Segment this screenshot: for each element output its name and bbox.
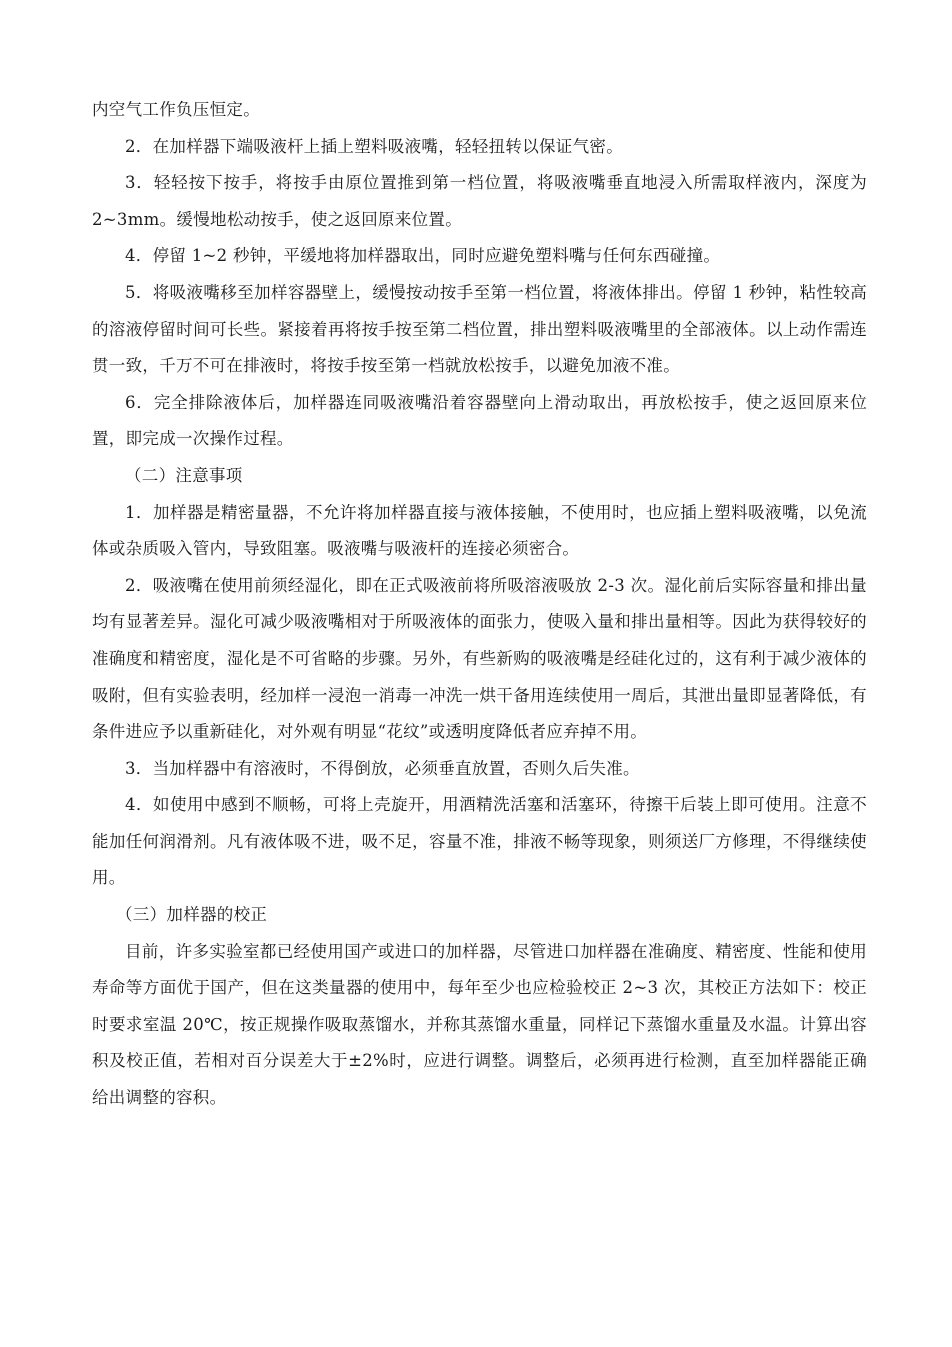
step-6-paragraph: 6．完全排除液体后，加样器连同吸液嘴沿着容器壁向上滑动取出，再放松按手，使之返回原来位置，即完成一次操作过程。 <box>92 392 867 449</box>
calibration-paragraph: 目前，许多实验室都已经使用国产或进口的加样器，尽管进口加样器在准确度、精密度、性能和使用寿命等方面优于国产，但在这类量器的使用中，每年至少也应检验校正 2~3 次，其校正方法如下：校正时要求室温 20℃，按正规操作吸取蒸馏水，并称其蒸馏水重量，同样记下蒸馏水重量及水温。计算出容积及校正值，若相对百分误差大于±2%时，应进行调整。调整后，必须再进行检测，直至加样器能正确给出调整的容积。 <box>92 941 867 1108</box>
precaution-1-paragraph: 1．加样器是精密量器，不允许将加样器直接与液体接触，不使用时，也应插上塑料吸液嘴，以免流体或杂质吸入管内，导致阻塞。吸液嘴与吸液杆的连接必须密合。 <box>92 502 867 559</box>
section-heading-precautions: （二）注意事项 <box>125 465 243 485</box>
precaution-2-paragraph: 2．吸液嘴在使用前须经湿化，即在正式吸液前将所吸溶液吸放 2-3 次。湿化前后实际容量和排出量均有显著差异。湿化可减少吸液嘴相对于所吸液体的面张力，使吸入量和排出量相等。因此为获得较好的准确度和精密度，湿化是不可省略的步骤。另外，有些新购的吸液嘴是经硅化过的，这有利于减少液体的吸附，但有实验表明，经加样一浸泡一消毒一冲洗一烘干备用连续使用一周后，其泄出量即显著降低，有条件进应予以重新硅化，对外观有明显“花纹”或透明度降低者应弃掉不用。 <box>92 575 867 742</box>
precaution-4-paragraph: 4．如使用中感到不顺畅，可将上壳旋开，用酒精洗活塞和活塞环，待擦干后装上即可使用。注意不能加任何润滑剂。凡有液体吸不进，吸不足，容量不准，排液不畅等现象，则须送厂方修理，不得继续使用。 <box>92 795 867 888</box>
step-4-paragraph: 4．停留 1~2 秒钟，平缓地将加样器取出，同时应避免塑料嘴与任何东西碰撞。 <box>125 246 721 266</box>
precaution-3-paragraph: 3．当加样器中有溶液时，不得倒放，必须垂直放置，否则久后失准。 <box>125 758 640 778</box>
step-2-paragraph: 2．在加样器下端吸液杆上插上塑料吸液嘴，轻轻扭转以保证气密。 <box>125 136 623 156</box>
step-3-paragraph: 3．轻轻按下按手，将按手由原位置推到第一档位置，将吸液嘴垂直地浸入所需取样液内，深度为 2~3mm。缓慢地松动按手，使之返回原来位置。 <box>92 173 867 229</box>
paragraph-0: 内空气工作负压恒定。 <box>92 100 260 119</box>
document-body <box>92 92 867 1117</box>
section-heading-calibration: （三）加样器的校正 <box>116 905 268 925</box>
step-5-paragraph: 5．将吸液嘴移至加样容器壁上，缓慢按动按手至第一档位置，将液体排出。停留 1 秒钟，粘性较高的溶液停留时间可长些。紧接着再将按手按至第二档位置，排出塑料吸液嘴里的全部液体。以上动作需连贯一致，千万不可在排液时，将按手按至第一档就放松按手，以避免加液不准。 <box>92 282 867 376</box>
